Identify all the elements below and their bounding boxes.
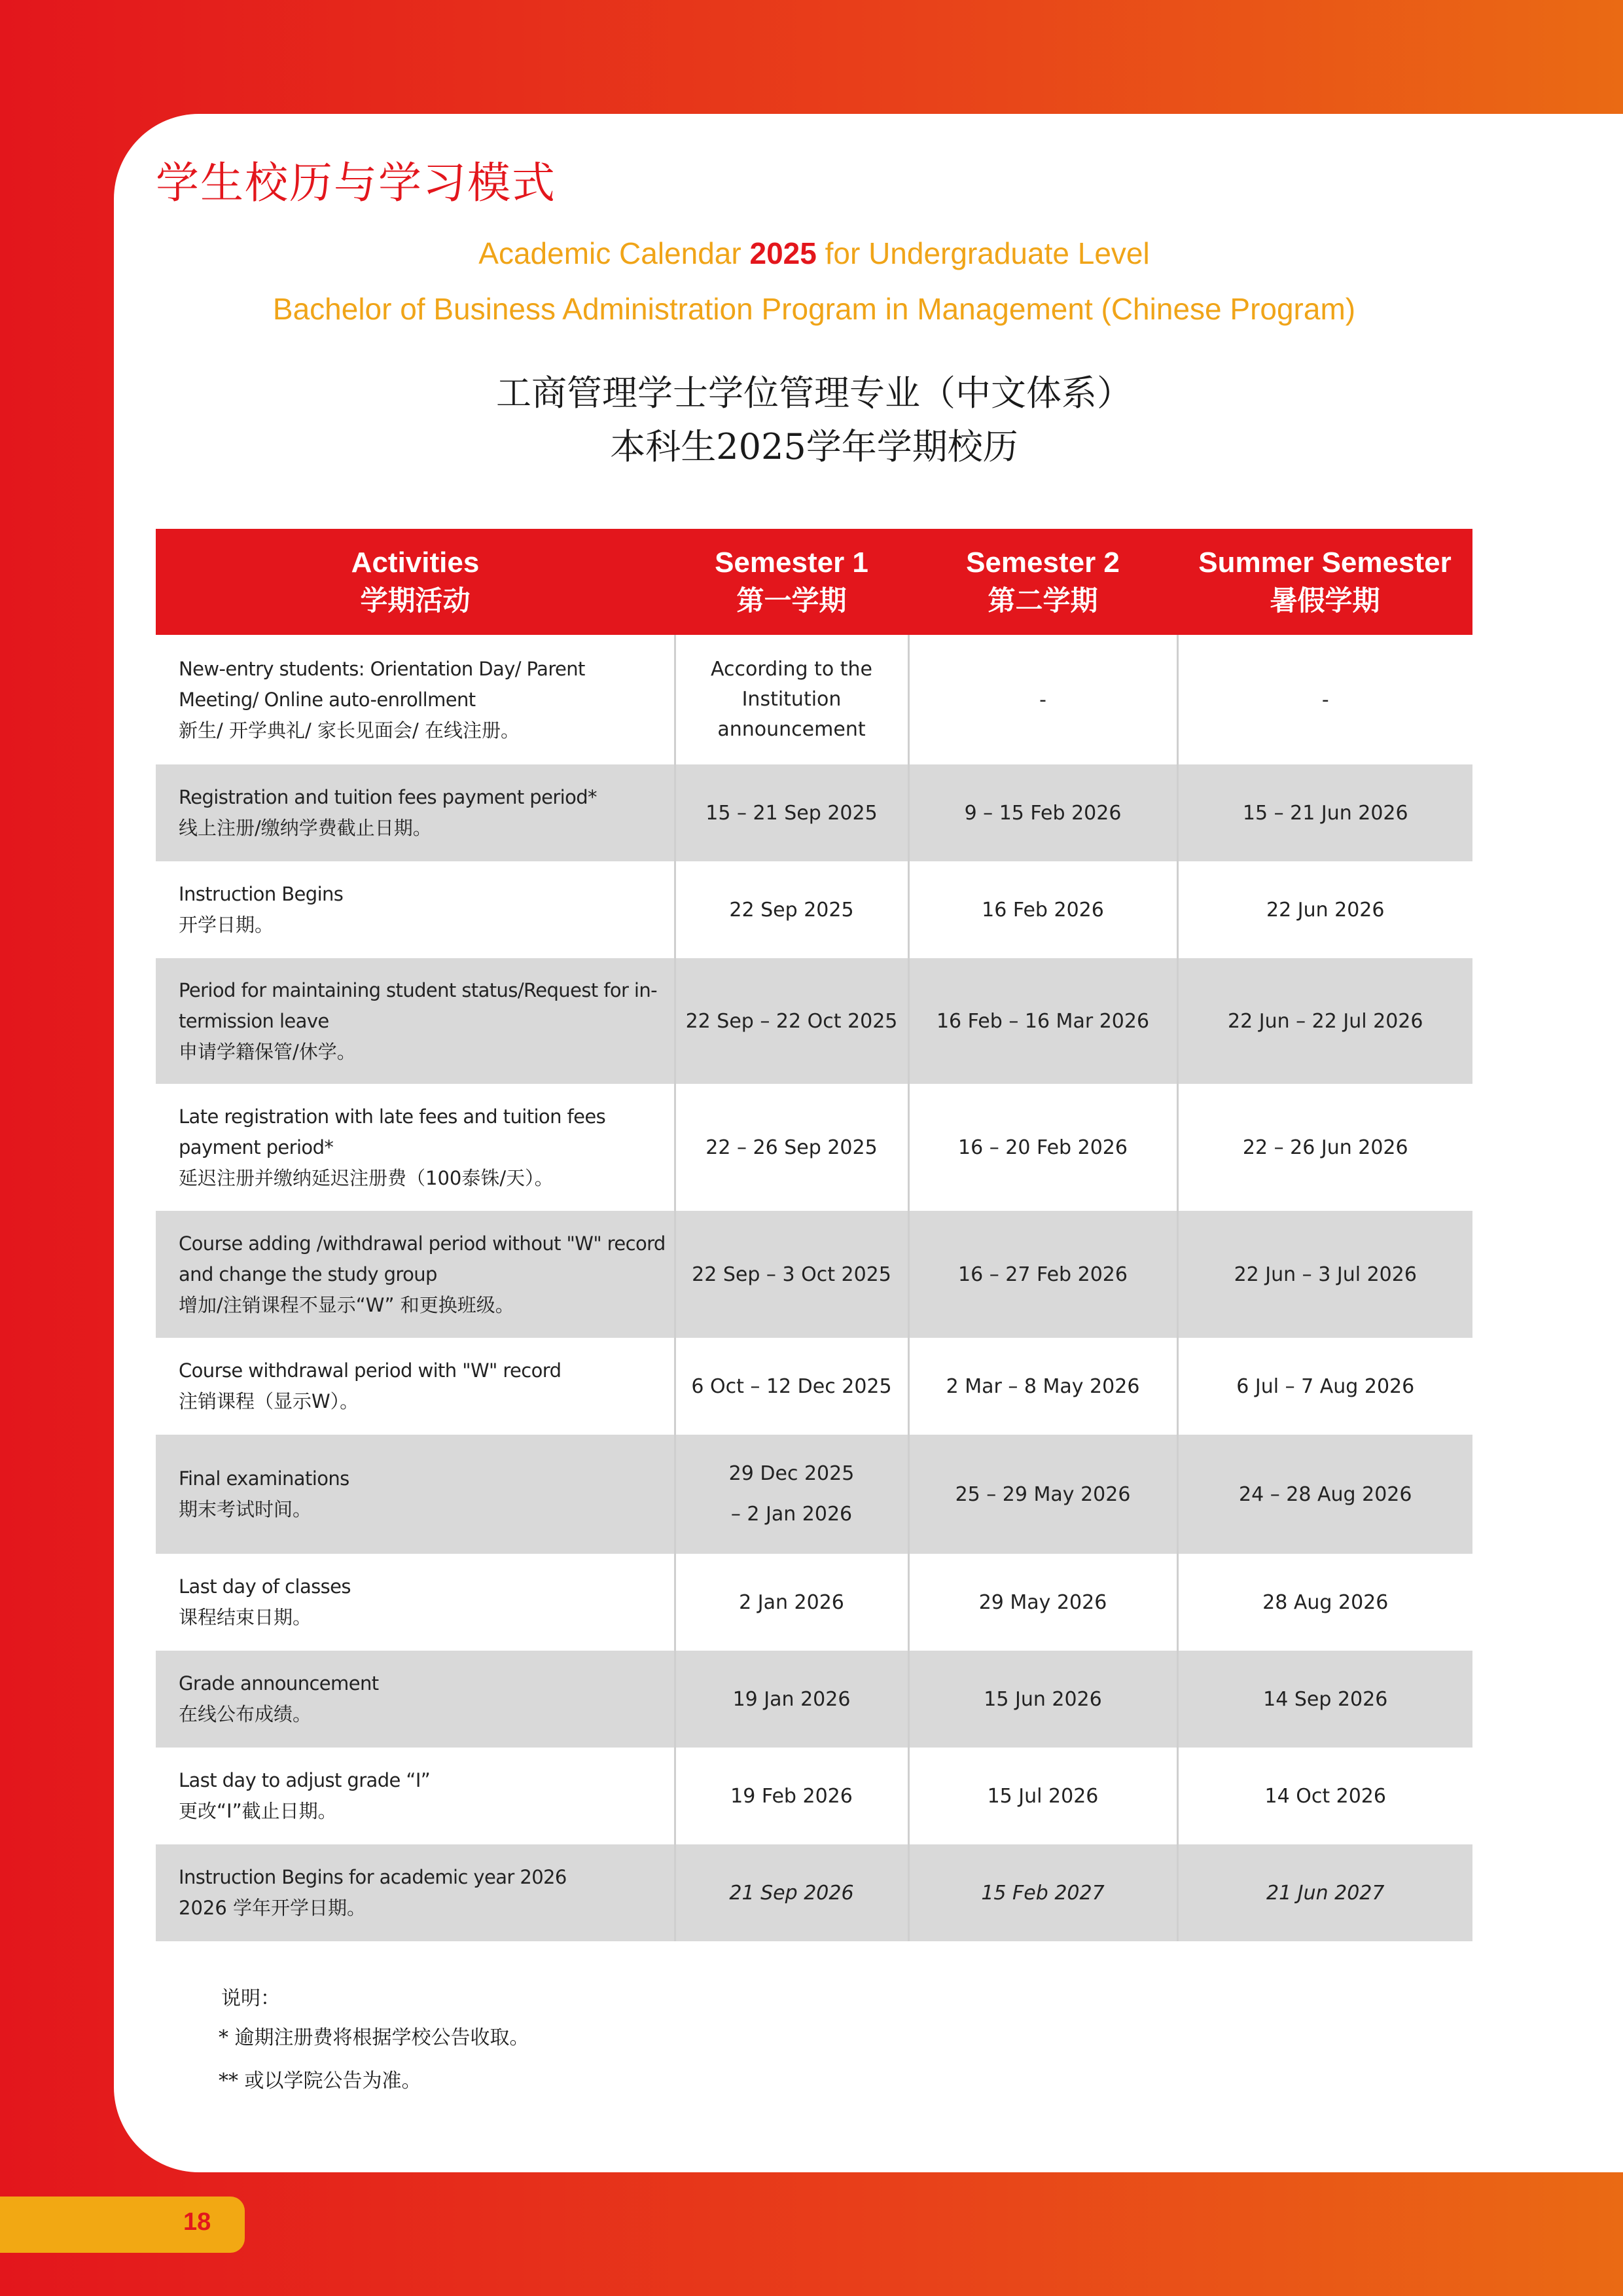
activity-en: Final examinations [179, 1467, 349, 1490]
summer-semester-cell: 14 Sep 2026 [1177, 1651, 1472, 1748]
activity-cn: 延迟注册并缴纳延迟注册费（100泰铢/天）。 [179, 1166, 554, 1189]
activity-cell [156, 1338, 675, 1435]
summer-semester-cell: 6 Jul – 7 Aug 2026 [1177, 1338, 1472, 1435]
table-row [156, 635, 1472, 764]
col-header-cn: 第二学期 [988, 584, 1098, 617]
col-header-en: Semester 1 [715, 547, 868, 579]
activity-cell [156, 1435, 675, 1554]
table-row [156, 1651, 1472, 1748]
semester-2-cell: 16 – 27 Feb 2026 [908, 1211, 1177, 1338]
activity-en: Grade announcement [179, 1672, 379, 1695]
activity-en: Last day of classes [179, 1575, 351, 1598]
activity-cn: 注销课程（显示W）。 [179, 1390, 359, 1412]
summer-semester-cell: 22 Jun 2026 [1177, 861, 1472, 958]
table-row [156, 1211, 1472, 1338]
title-en-suffix: for Undergraduate Level [816, 236, 1150, 270]
semester-2-cell: 9 – 15 Feb 2026 [908, 764, 1177, 861]
summer-semester-cell: 22 Jun – 22 Jul 2026 [1177, 958, 1472, 1084]
activity-cell [156, 764, 675, 861]
semester-2-cell: 16 Feb 2026 [908, 861, 1177, 958]
activity-cell [156, 1554, 675, 1651]
title-cn-line-1: 工商管理学士学位管理专业（中文体系） [496, 372, 1132, 414]
table-row [156, 861, 1472, 958]
semester-1-cell: 19 Jan 2026 [675, 1651, 908, 1748]
col-header-en: Activities [351, 547, 480, 579]
activity-cell [156, 1844, 675, 1941]
activity-cn: 增加/注销课程不显示“W” 和更换班级。 [179, 1293, 514, 1316]
semester-1-cell: 22 – 26 Sep 2025 [675, 1084, 908, 1211]
summer-semester-cell: 22 – 26 Jun 2026 [1177, 1084, 1472, 1211]
semester-1-cell: 6 Oct – 12 Dec 2025 [675, 1338, 908, 1435]
academic-calendar-table [156, 529, 1472, 1941]
semester-1-cell: 19 Feb 2026 [675, 1748, 908, 1844]
col-header-summer-semester [1177, 529, 1472, 635]
col-header-en: Semester 2 [966, 547, 1120, 579]
table-row [156, 1554, 1472, 1651]
note-2: ** 或以学院公告为准。 [219, 2070, 421, 2092]
semester-2-cell: 25 – 29 May 2026 [908, 1435, 1177, 1554]
activity-cell [156, 1748, 675, 1844]
activity-cell [156, 1211, 675, 1338]
summer-semester-cell: 21 Jun 2027 [1177, 1844, 1472, 1941]
semester-1-date-line-2: – 2 Jan 2026 [730, 1503, 853, 1526]
table-row [156, 1748, 1472, 1844]
semester-1-cell: 22 Sep – 22 Oct 2025 [675, 958, 908, 1084]
table-row [156, 1435, 1472, 1554]
activity-en: Course adding /withdrawal period without "W" record and change the study group [179, 1232, 666, 1285]
semester-2-cell: 15 Feb 2027 [908, 1844, 1177, 1941]
activity-cn: 更改“I”截止日期。 [179, 1800, 337, 1822]
table-row [156, 1338, 1472, 1435]
activity-en: Late registration with late fees and tuition fees payment period* [179, 1105, 606, 1158]
semester-2-cell: 2 Mar – 8 May 2026 [908, 1338, 1177, 1435]
activity-en: Course withdrawal period with "W" record [179, 1359, 562, 1382]
summer-semester-cell: 24 – 28 Aug 2026 [1177, 1435, 1472, 1554]
col-header-en: Summer Semester [1198, 547, 1452, 579]
semester-1-cell: 22 Sep – 3 Oct 2025 [675, 1211, 908, 1338]
activity-cn: 新生/ 开学典礼/ 家长见面会/ 在线注册。 [179, 719, 520, 742]
table-row [156, 764, 1472, 861]
activity-en: Period for maintaining student status/Request for in-termission leave [179, 978, 658, 1032]
activity-en: New-entry students: Orientation Day/ Parent Meeting/ Online auto-enrollment [179, 657, 585, 711]
summer-semester-cell: - [1177, 635, 1472, 764]
title-en-year: 2025 [749, 236, 817, 270]
title-cn-line-2: 本科生2025学年学期校历 [610, 426, 1018, 467]
activity-cell [156, 1651, 675, 1748]
semester-2-cell: 15 Jul 2026 [908, 1748, 1177, 1844]
summer-semester-cell: 15 – 21 Jun 2026 [1177, 764, 1472, 861]
notes-block [219, 1982, 529, 2093]
activity-en: Registration and tuition fees payment period* [179, 786, 597, 808]
activity-cn: 在线公布成绩。 [179, 1703, 312, 1725]
semester-1-cell: 15 – 21 Sep 2025 [675, 764, 908, 861]
page-number: 18 [183, 2208, 211, 2236]
col-header-activities [156, 529, 675, 635]
semester-1-cell: 2 Jan 2026 [675, 1554, 908, 1651]
summer-semester-cell: 22 Jun – 3 Jul 2026 [1177, 1211, 1472, 1338]
table-row [156, 1844, 1472, 1941]
col-header-semester-2 [908, 529, 1177, 635]
activity-cn: 2026 学年开学日期。 [179, 1897, 366, 1919]
activity-cell [156, 861, 675, 958]
section-heading-cn: 学生校历与学习模式 [156, 158, 556, 208]
title-en-prefix: Academic Calendar [478, 236, 750, 270]
summer-semester-cell: 28 Aug 2026 [1177, 1554, 1472, 1651]
activity-cn: 开学日期。 [179, 914, 274, 936]
semester-2-cell: 15 Jun 2026 [908, 1651, 1177, 1748]
note-1: * 逾期注册费将根据学校公告收取。 [219, 2026, 529, 2049]
activity-cn: 课程结束日期。 [179, 1606, 312, 1628]
activity-cell [156, 958, 675, 1084]
activity-cell [156, 1084, 675, 1211]
activity-cn: 申请学籍保管/休学。 [179, 1040, 356, 1063]
col-header-semester-1 [675, 529, 908, 635]
activity-cn: 线上注册/缴纳学费截止日期。 [179, 817, 432, 839]
table-row [156, 1084, 1472, 1211]
semester-1-cell: 22 Sep 2025 [675, 861, 908, 958]
semester-1-cell: 21 Sep 2026 [675, 1844, 908, 1941]
activity-en: Instruction Begins [179, 883, 344, 905]
table-row [156, 958, 1472, 1084]
activity-cn: 期末考试时间。 [179, 1498, 312, 1520]
summer-semester-cell: 14 Oct 2026 [1177, 1748, 1472, 1844]
semester-2-cell: 16 Feb – 16 Mar 2026 [908, 958, 1177, 1084]
activity-cell [156, 635, 675, 764]
semester-2-cell: 29 May 2026 [908, 1554, 1177, 1651]
semester-1-cell [675, 1435, 908, 1554]
table-header-row [156, 529, 1472, 635]
notes-title: 说明： [221, 1987, 280, 2010]
activity-en: Last day to adjust grade “I” [179, 1769, 431, 1791]
title-en-line-2: Bachelor of Business Administration Program in Management (Chinese Program) [272, 292, 1356, 326]
activity-en: Instruction Begins for academic year 2026 [179, 1866, 567, 1888]
semester-1-cell: According to the Institution announcement [675, 635, 908, 764]
semester-1-date-line-1: 29 Dec 2025 [728, 1462, 855, 1485]
title-en-line-1 [114, 236, 1514, 271]
semester-2-cell: - [908, 635, 1177, 764]
col-header-cn: 暑假学期 [1270, 584, 1380, 617]
col-header-cn: 第一学期 [736, 584, 847, 617]
col-header-cn: 学期活动 [360, 584, 471, 617]
semester-2-cell: 16 – 20 Feb 2026 [908, 1084, 1177, 1211]
